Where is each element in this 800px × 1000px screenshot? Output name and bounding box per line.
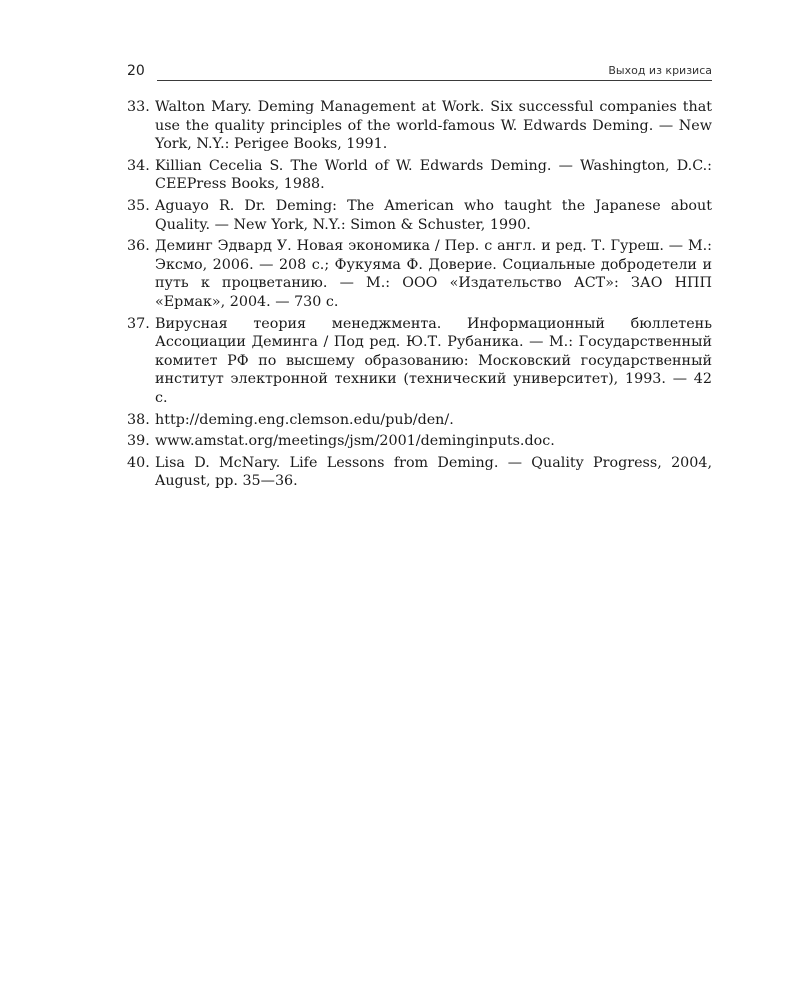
header-rule: [157, 80, 712, 81]
reference-text: Killian Cecelia S. The World of W. Edwards Deming. — Washington, D.C.: CEEPress Books, 1988.: [155, 157, 712, 193]
reference-text: Aguayo R. Dr. Deming: The American who taught the Japanese about Quality. — New York, N.Y.: Simon & Schuster, 1990.: [155, 197, 712, 233]
running-title: Выход из кризиса: [608, 64, 712, 77]
reference-number: 35.: [127, 197, 150, 214]
reference-item: [127, 98, 712, 154]
reference-number: 37.: [127, 315, 150, 332]
reference-item: [127, 237, 712, 311]
reference-number: 33.: [127, 99, 150, 115]
reference-item: [127, 157, 712, 194]
reference-item: [127, 197, 712, 234]
page-header: [127, 62, 712, 82]
reference-item: [127, 454, 712, 491]
reference-number: 40.: [127, 454, 150, 471]
reference-number: 34.: [127, 157, 150, 174]
reference-number: 36.: [127, 238, 150, 255]
reference-text: Walton Mary. Deming Management at Work. Six successful companies that use the quality principles of the world-famous W. Edwards Deming. — New York, N.Y.: Perigee Books, 1991.: [155, 99, 712, 153]
page-number: 20: [127, 63, 145, 79]
reference-url: www.amstat.org/meetings/jsm/2001/deminginputs.doc.: [155, 433, 555, 450]
reference-item: [127, 315, 712, 408]
reference-list: [127, 98, 712, 494]
reference-number: 39.: [127, 433, 150, 450]
reference-text: Деминг Эдвард У. Новая экономика / Пер. с англ. и ред. Т. Гуреш. — М.: Эксмо, 2006. — 208 с.; Фукуяма Ф. Доверие. Социальные добродетели и путь к процветанию. — М.: ООО «Издательство АСТ»: ЗАО НПП «Ермак», 2004. — 730 с.: [155, 238, 712, 310]
reference-url: http://deming.eng.clemson.edu/pub/den/.: [155, 411, 454, 428]
reference-text: Вирусная теория менеджмента. Информационный бюллетень Ассоциации Деминга / Под ред. Ю.Т. Рубаника. — М.: Государственный комитет РФ по высшему образованию: Московский государственный институт электронной техники (технический университет), 1993. — 42 с.: [155, 315, 712, 406]
reference-item: [127, 411, 712, 430]
reference-number: 38.: [127, 411, 150, 428]
reference-item: [127, 432, 712, 451]
reference-text: Lisa D. McNary. Life Lessons from Deming. — Quality Progress, 2004, August, pp. 35—36.: [155, 454, 712, 490]
